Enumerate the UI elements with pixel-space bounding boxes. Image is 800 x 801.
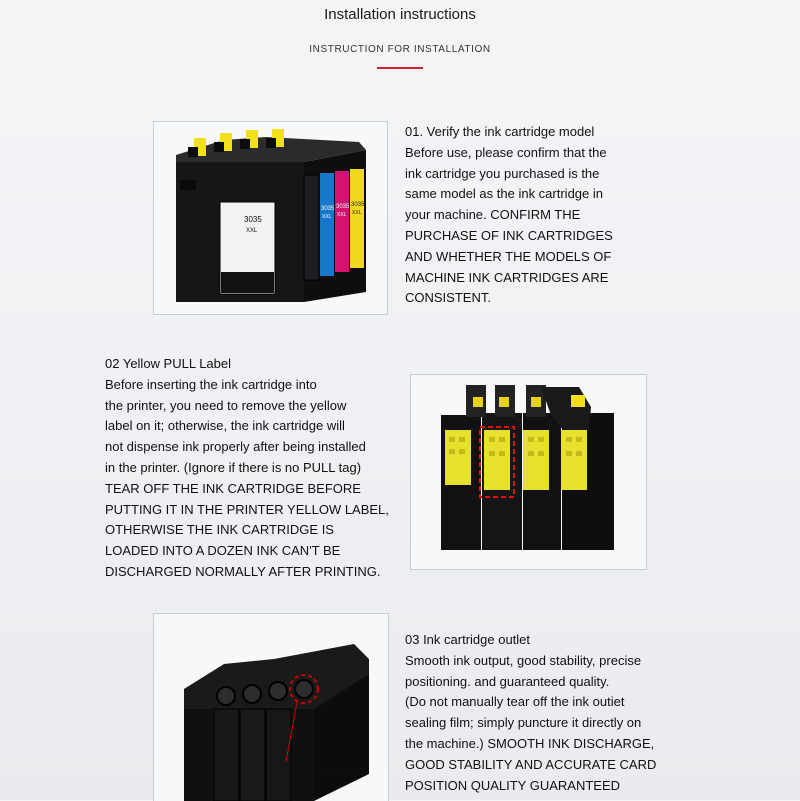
step-2-heading: 02 Yellow PULL Label (105, 356, 232, 371)
step-2-text-line: label on it; otherwise, the ink cartridge will (105, 418, 345, 434)
step-2-text-line: DISCHARGED NORMALLY AFTER PRINTING. (105, 563, 381, 579)
step-1-text-line: MACHINE INK CARTRIDGES ARE (405, 269, 609, 285)
step-2-text-line: Before inserting the ink cartridge into (105, 376, 317, 392)
title-accent-bar (377, 67, 423, 69)
cartridge-label-black-size: XXL (246, 228, 258, 234)
step-1-text-line: ink cartridge you purchased is the (405, 165, 600, 181)
cartridge-label-black-model: 3035 (244, 215, 262, 224)
step-1-text-line: Before use, please confirm that the (405, 144, 607, 160)
step-3-text-line: (Do not manually tear off the ink outiet (405, 694, 625, 710)
step-1-heading: 01. Verify the ink cartridge model (405, 124, 595, 139)
step-1-text-line: same model as the ink cartridge in (405, 186, 603, 202)
ink-cartridge-set-image (153, 121, 388, 315)
yellow-pull-label-image (410, 374, 647, 570)
cartridge-label-magenta-model: 3035 (336, 204, 350, 210)
cartridge-label-cyan-model: 3035 (321, 206, 335, 212)
cartridge-label-yellow-model: 3035 (351, 202, 365, 208)
cartridge-label-yellow-size: XXL (352, 210, 362, 216)
step-3-heading: 03 Ink cartridge outlet (405, 632, 531, 647)
step-2-text-line: LOADED INTO A DOZEN INK CAN'T BE (105, 543, 341, 559)
step-1-text-line: your machine. CONFIRM THE (405, 207, 581, 223)
step-1-text (405, 122, 613, 309)
ink-outlet-image (153, 613, 389, 801)
step-3-text-line: Smooth ink output, good stability, precise (405, 652, 642, 668)
cartridge-label-magenta-size: XXL (337, 212, 347, 218)
step-2-text (105, 354, 389, 583)
step-2-text-line: not dispense ink properly after being installed (105, 439, 366, 455)
step-1-text-line: CONSISTENT. (405, 290, 491, 306)
step-3-text-line: positioning. and guaranteed quality. (405, 673, 610, 689)
ink-outlet-caption: Ink outlet (319, 765, 364, 777)
step-1-text-line: AND WHETHER THE MODELS OF (405, 248, 612, 264)
step-2-text-line: OTHERWISE THE INK CARTRIDGE IS (105, 522, 334, 538)
cartridge-label-cyan-size: XXL (322, 214, 332, 220)
page-title: Installation instructions (324, 6, 476, 23)
step-3-text-line: the machine.) SMOOTH INK DISCHARGE, (405, 735, 655, 751)
step-2-text-line: TEAR OFF THE INK CARTRIDGE BEFORE (105, 480, 361, 496)
step-3-text-line: POSITION QUALITY GUARANTEED (405, 777, 621, 793)
page-subtitle: INSTRUCTION FOR INSTALLATION (309, 44, 491, 55)
step-1-text-line: PURCHASE OF INK CARTRIDGES (405, 227, 613, 243)
step-3-text-line: GOOD STABILITY AND ACCURATE CARD (405, 756, 657, 772)
step-3-text-line: sealing film; simply puncture it directly on (405, 715, 642, 731)
step-2-text-line: in the printer. (Ignore if there is no PULL tag) (105, 459, 362, 475)
step-2-text-line: PUTTING IT IN THE PRINTER YELLOW LABEL, (105, 501, 389, 517)
step-3-text (405, 630, 656, 796)
step-2-text-line: the printer, you need to remove the yellow (105, 397, 347, 413)
